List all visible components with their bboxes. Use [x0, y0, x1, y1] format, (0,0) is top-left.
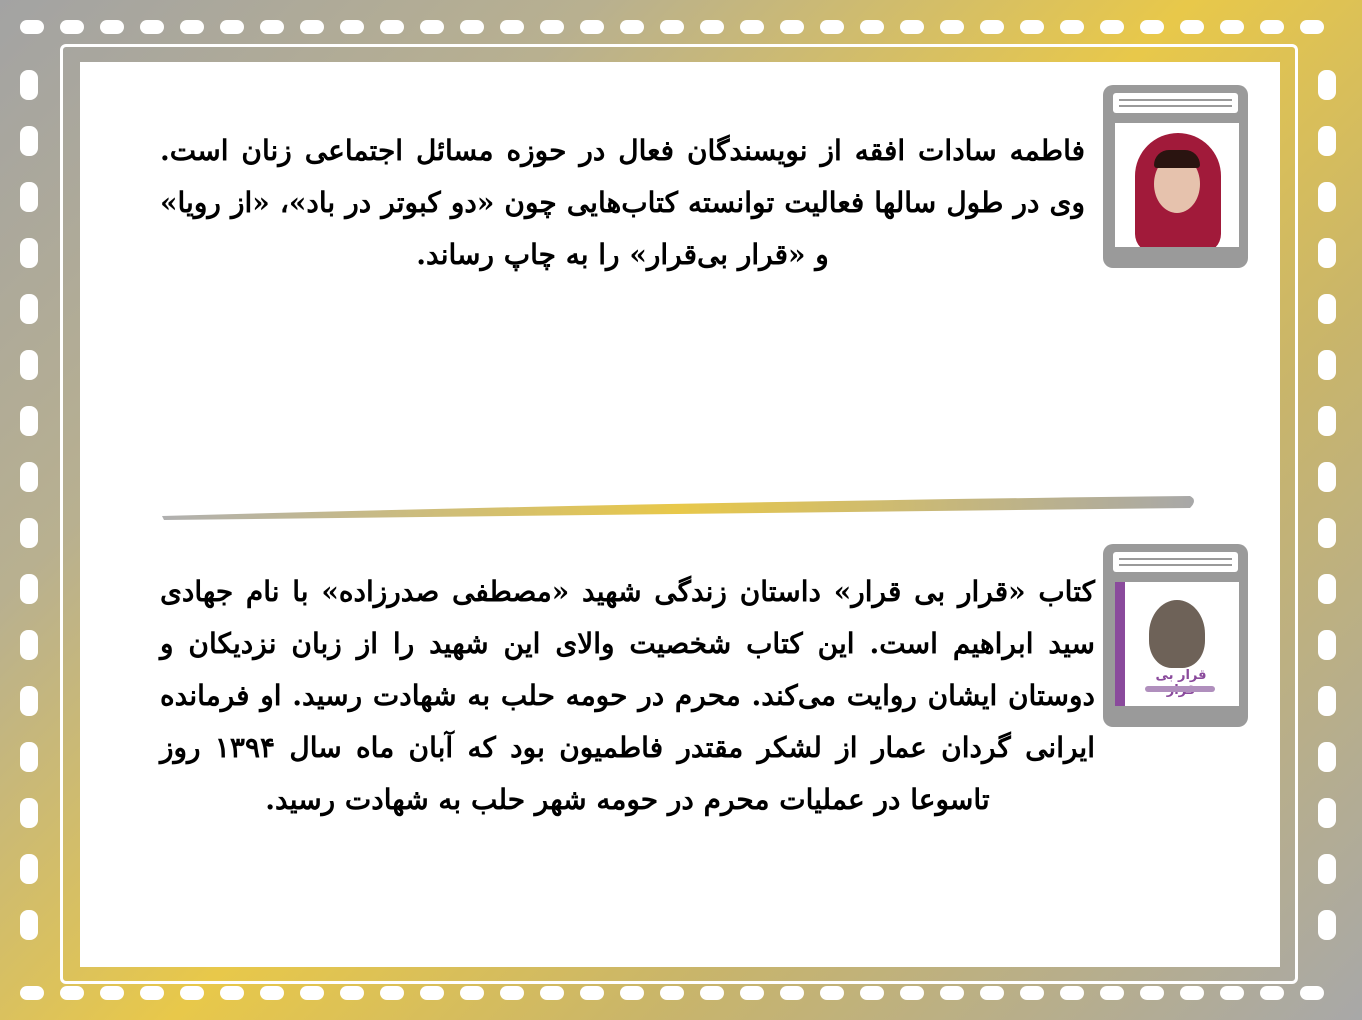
- film-hole: [20, 182, 38, 212]
- film-hole: [1318, 70, 1336, 100]
- film-hole: [20, 910, 38, 940]
- film-hole: [300, 20, 324, 34]
- film-hole: [980, 20, 1004, 34]
- film-hole: [820, 20, 844, 34]
- film-hole: [460, 20, 484, 34]
- book-pages-decoration: [1113, 93, 1238, 113]
- film-hole: [1318, 126, 1336, 156]
- film-hole: [1300, 20, 1324, 34]
- film-hole: [780, 20, 804, 34]
- film-hole: [900, 986, 924, 1000]
- film-hole: [1318, 854, 1336, 884]
- film-hole: [140, 20, 164, 34]
- film-hole: [860, 20, 884, 34]
- film-hole: [1100, 986, 1124, 1000]
- film-hole: [180, 986, 204, 1000]
- film-hole: [620, 986, 644, 1000]
- film-hole: [260, 986, 284, 1000]
- film-hole: [780, 986, 804, 1000]
- film-hole: [660, 986, 684, 1000]
- film-hole: [1220, 20, 1244, 34]
- film-hole: [300, 986, 324, 1000]
- film-hole: [180, 20, 204, 34]
- film-hole: [1318, 294, 1336, 324]
- film-hole: [660, 20, 684, 34]
- film-hole: [20, 238, 38, 268]
- film-hole: [20, 630, 38, 660]
- book-cover-icon: [1115, 582, 1239, 706]
- film-hole: [60, 20, 84, 34]
- film-hole: [20, 574, 38, 604]
- film-hole: [1318, 350, 1336, 380]
- book-pages-decoration: [1113, 552, 1238, 572]
- film-hole: [540, 986, 564, 1000]
- author-photo-frame: [1103, 85, 1248, 268]
- film-hole: [100, 986, 124, 1000]
- film-hole: [1300, 986, 1324, 1000]
- film-hole: [1020, 986, 1044, 1000]
- film-hole: [20, 686, 38, 716]
- section-divider: [160, 490, 1200, 530]
- film-hole: [540, 20, 564, 34]
- film-hole: [20, 350, 38, 380]
- film-hole: [220, 986, 244, 1000]
- film-hole: [20, 20, 44, 34]
- film-hole: [980, 986, 1004, 1000]
- film-hole: [380, 20, 404, 34]
- film-hole: [620, 20, 644, 34]
- film-hole: [340, 20, 364, 34]
- film-hole: [1318, 574, 1336, 604]
- film-hole: [940, 986, 964, 1000]
- film-hole: [1318, 406, 1336, 436]
- film-hole: [20, 406, 38, 436]
- film-hole: [820, 986, 844, 1000]
- film-hole: [1318, 742, 1336, 772]
- book-description: کتاب «قرار بی قرار» داستان زندگی شهید «مصطفی صدرزاده» با نام جهادی سید ابراهیم است. این کتاب شخصیت والای این شهید را از زبان نزدیکان و دوستان ایشان روایت می‌کند. محرم در حومه حلب به شهادت رسید. او فرمانده ایرانی گردان عمار از لشکر مقتدر فاطمیون بود که آبان ماه سال ۱۳۹۴ روز تاسوعا در عملیات محرم در حومه شهر حلب به شهادت رسید.: [160, 575, 1096, 816]
- film-hole: [460, 986, 484, 1000]
- author-description: فاطمه سادات افقه از نویسندگان فعال در حوزه مسائل اجتماعی زنان است. وی در طول سالها فعالیت توانسته کتاب‌هایی چون «دو کبوتر در باد»، «از رویا» و «قرار بی‌قرار» را به چاپ رساند.: [160, 134, 1085, 271]
- film-hole: [20, 854, 38, 884]
- film-hole: [20, 742, 38, 772]
- film-hole: [700, 20, 724, 34]
- film-hole: [500, 20, 524, 34]
- film-hole: [1220, 986, 1244, 1000]
- film-hole: [1318, 462, 1336, 492]
- film-hole: [900, 20, 924, 34]
- film-hole: [1060, 20, 1084, 34]
- film-hole: [1020, 20, 1044, 34]
- film-hole: [940, 20, 964, 34]
- book-cover-frame: [1103, 544, 1248, 727]
- film-hole: [260, 20, 284, 34]
- author-portrait-icon: [1115, 123, 1239, 247]
- film-hole: [420, 20, 444, 34]
- film-hole: [340, 986, 364, 1000]
- film-hole: [1140, 986, 1164, 1000]
- cover-title: قرار بی: [1155, 668, 1207, 683]
- film-hole: [1318, 686, 1336, 716]
- film-hole: [860, 986, 884, 1000]
- film-hole: [580, 20, 604, 34]
- film-hole: [20, 798, 38, 828]
- film-hole: [1318, 182, 1336, 212]
- film-hole: [700, 986, 724, 1000]
- film-hole: [1318, 518, 1336, 548]
- film-hole: [1260, 986, 1284, 1000]
- film-hole: [20, 294, 38, 324]
- film-hole: [740, 20, 764, 34]
- film-hole: [20, 518, 38, 548]
- film-hole: [1318, 798, 1336, 828]
- film-hole: [220, 20, 244, 34]
- film-hole: [1318, 630, 1336, 660]
- film-hole: [20, 462, 38, 492]
- film-hole: [420, 986, 444, 1000]
- film-hole: [1318, 910, 1336, 940]
- film-hole: [1180, 20, 1204, 34]
- film-hole: [1260, 20, 1284, 34]
- film-hole: [1140, 20, 1164, 34]
- film-hole: [380, 986, 404, 1000]
- film-hole: [60, 986, 84, 1000]
- film-hole: [1180, 986, 1204, 1000]
- film-hole: [500, 986, 524, 1000]
- film-hole: [100, 20, 124, 34]
- film-hole: [1100, 20, 1124, 34]
- film-hole: [1060, 986, 1084, 1000]
- film-hole: [20, 986, 44, 1000]
- film-hole: [20, 70, 38, 100]
- film-hole: [1318, 238, 1336, 268]
- film-hole: [580, 986, 604, 1000]
- film-hole: [140, 986, 164, 1000]
- film-hole: [740, 986, 764, 1000]
- film-hole: [20, 126, 38, 156]
